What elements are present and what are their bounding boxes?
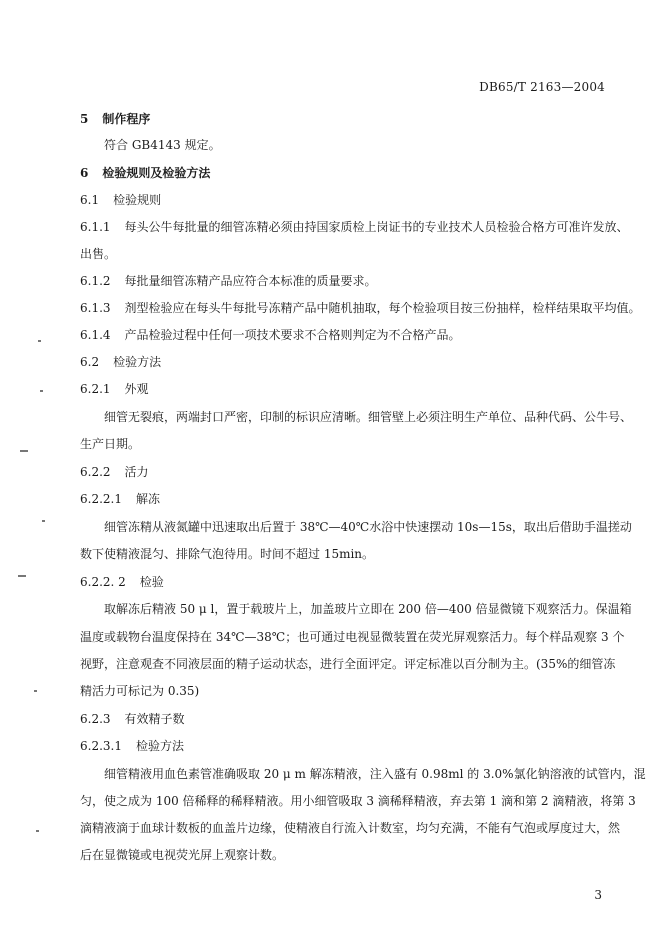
clause-6-2-2-heading (80, 463, 149, 480)
clause-text: 每批量细管冻精产品应符合本标准的质量要求。 (124, 274, 377, 288)
clause-6-1-2 (80, 272, 377, 289)
clause-title: 外观 (124, 382, 149, 396)
paragraph-continuation: 精活力可标记为 0.35) (80, 684, 200, 698)
paragraph-continuation: 后在显微镜或电视荧光屏上观察计数。 (80, 848, 285, 862)
clause-number: 6.1.4 (80, 328, 111, 342)
paragraph-continuation: 数下使精液混匀、排除气泡待用。时间不超过 15min。 (80, 547, 375, 561)
clause-title: 检验 (139, 575, 164, 589)
section-number: 6.2 (80, 355, 100, 369)
clause-text: 每头公牛每批量的细管冻精必须由持国家质检上岗证书的专业技术人员检验合格方可准许发放、 (124, 220, 629, 234)
clause-6-2-3-1-heading (80, 737, 184, 754)
section-number: 5 (80, 112, 89, 126)
section-number: 6 (80, 166, 89, 180)
clause-title: 活力 (124, 465, 149, 479)
clause-6-2-3-heading (80, 710, 185, 727)
paragraph-continuation: 滴精液滴于血球计数板的血盖片边缘，使精液自行流入计数室，均匀充满，不能有气泡或厚度过大，然 (80, 821, 621, 835)
scan-speck (18, 575, 26, 577)
paragraph-continuation: 出售。 (80, 247, 117, 261)
paragraph: 细管精液用血色素管准确吸取 20 μ m 解冻精液，注入盛有 0.98ml 的 3.0%氯化钠溶液的试管内，混 (104, 767, 646, 781)
paragraph: 符合 GB4143 规定。 (104, 138, 221, 152)
paragraph: 细管冻精从液氮罐中迅速取出后置于 38℃—40℃水浴中快速摆动 10s—15s，取出后借助手温搓动 (104, 520, 632, 534)
section-number: 6.1 (80, 193, 100, 207)
clause-6-1-1 (80, 218, 629, 235)
clause-text: 剂型检验应在每头牛每批号冻精产品中随机抽取，每个检验项目按三份抽样，检样结果取平均值。 (124, 301, 641, 315)
clause-title: 检验方法 (135, 739, 184, 753)
paragraph-continuation: 生产日期。 (80, 437, 141, 451)
clause-text: 产品检验过程中任何一项技术要求不合格则判定为不合格产品。 (124, 328, 461, 342)
standard-code: DB65/T 2163—2004 (479, 80, 605, 94)
paragraph-continuation: 匀，使之成为 100 倍稀释的稀释精液。用小细管吸取 3 滴稀释精液，弃去第 1 滴和第 2 滴精液，将第 3 (80, 794, 636, 808)
scan-speck (40, 390, 43, 392)
section-title: 制作程序 (102, 112, 151, 126)
section-title: 检验规则 (113, 193, 162, 207)
section-5-heading (80, 110, 150, 127)
clause-number: 6.2.2 (80, 465, 111, 479)
clause-6-2-2-2-heading (80, 573, 164, 590)
clause-title: 有效精子数 (124, 712, 185, 726)
subsection-6-2-heading (80, 353, 161, 370)
section-title: 检验规则及检验方法 (102, 166, 211, 180)
clause-number: 6.1.3 (80, 301, 111, 315)
clause-number: 6.2.1 (80, 382, 111, 396)
section-title: 检验方法 (113, 355, 162, 369)
paragraph: 细管无裂痕，两端封口严密，印制的标识应清晰。细管壁上必须注明生产单位、品种代码、公牛号、 (104, 410, 633, 424)
clause-6-1-3 (80, 299, 641, 316)
clause-title: 解冻 (135, 492, 160, 506)
clause-number: 6.1.2 (80, 274, 111, 288)
clause-6-2-1-heading (80, 380, 149, 397)
clause-number: 6.2.3 (80, 712, 111, 726)
clause-number: 6.2.2. 2 (80, 575, 126, 589)
scan-speck (42, 520, 45, 522)
scan-speck (20, 450, 28, 452)
clause-number: 6.2.2.1 (80, 492, 122, 506)
page-number: 3 (594, 888, 602, 902)
paragraph: 取解冻后精液 50 μ l，置于载玻片上，加盖玻片立即在 200 倍—400 倍显微镜下观察活力。保温箱 (104, 602, 632, 616)
clause-number: 6.1.1 (80, 220, 111, 234)
clause-6-2-2-1-heading (80, 490, 160, 507)
clause-number: 6.2.3.1 (80, 739, 122, 753)
scan-speck (36, 830, 39, 832)
paragraph-continuation: 视野，注意观查不同液层面的精子运动状态，进行全面评定。评定标准以百分制为主。(35%的细管冻 (80, 657, 616, 671)
scan-speck (38, 340, 41, 342)
subsection-6-1-heading (80, 191, 161, 208)
clause-6-1-4 (80, 326, 461, 343)
section-6-heading (80, 164, 210, 181)
paragraph-continuation: 温度或载物台温度保持在 34℃—38℃；也可通过电视显微装置在荧光屏观察活力。每个样品观察 3 个 (80, 630, 625, 644)
scan-speck (34, 690, 37, 692)
